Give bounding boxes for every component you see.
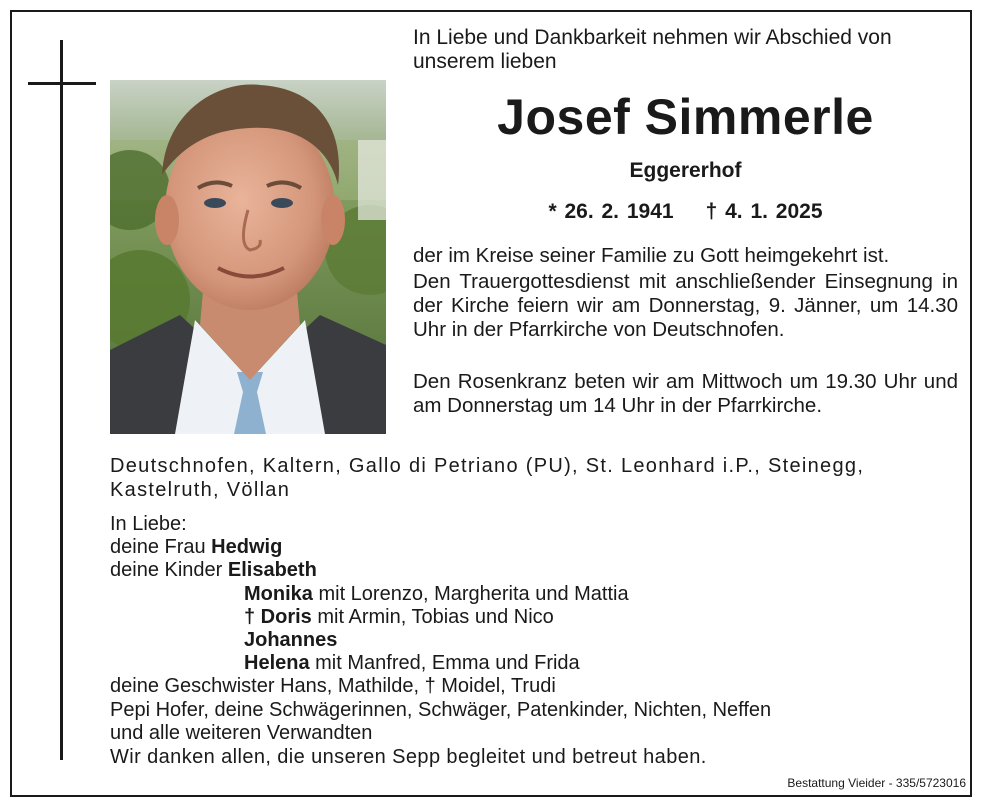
paragraph-return-to-god: der im Kreise seiner Familie zu Gott heimgekehrt ist. <box>413 244 890 267</box>
child-line: † Doris mit Armin, Tobias und Nico <box>244 605 554 628</box>
undertaker-footer: Bestattung Vieider - 335/5723016 <box>787 776 966 790</box>
deceased-name: Josef Simmerle <box>497 89 874 145</box>
child-name: Elisabeth <box>227 559 317 582</box>
siblings-line: deine Geschwister Hans, Mathilde, † Moidel, Trudi <box>110 675 556 698</box>
intro-text: In Liebe und Dankbarkeit nehmen wir Abschied von unserem lieben <box>413 26 892 73</box>
wife-line: deine Frau Hedwig <box>110 536 283 559</box>
children-line: deine Kinder Elisabeth <box>110 559 317 582</box>
places-list: Deutschnofen, Kaltern, Gallo di Petriano (PU), St. Leonhard i.P., Steinegg, Kastelruth, Völlan <box>110 455 865 501</box>
family-list <box>110 513 960 745</box>
cross-icon-bar <box>28 82 96 85</box>
wife-name: Hedwig <box>211 536 283 559</box>
others-line: Pepi Hofer, deine Schwägerinnen, Schwäger, Patenkinder, Nichten, Neffen <box>110 698 772 721</box>
child-line: Monika mit Lorenzo, Margherita und Mattia <box>244 582 629 605</box>
child-name: Helena <box>244 652 310 675</box>
farm-name: Eggererhof <box>629 159 742 182</box>
relatives-line: und alle weiteren Verwandten <box>110 721 373 744</box>
portrait-photo <box>110 80 386 434</box>
thanks-text: Wir danken allen, die unseren Sepp begleitet und betreut haben. <box>110 746 707 768</box>
child-name: † Doris <box>244 605 312 628</box>
birth-date: * 26. 2. 1941 <box>548 200 674 223</box>
child-name: Monika <box>244 582 313 605</box>
in-liebe-line: In Liebe: <box>110 513 187 535</box>
paragraph-rosary: Den Rosenkranz beten wir am Mittwoch um 19.30 Uhr und am Donnerstag um 14 Uhr in der Pfarrkirche. <box>413 370 958 417</box>
paragraph-funeral-service: Den Trauergottesdienst mit anschließender Einsegnung in der Kirche feiern wir am Donnerstag, 9. Jänner, um 14.30 Uhr in der Pfarrkirche von Deutschnofen. <box>413 270 958 341</box>
life-dates <box>413 200 958 224</box>
cross-icon <box>60 40 63 760</box>
death-date: † 4. 1. 2025 <box>705 200 823 223</box>
child-name: Johannes <box>244 629 338 652</box>
child-line <box>110 629 960 652</box>
child-line: Helena mit Manfred, Emma und Frida <box>244 652 580 675</box>
